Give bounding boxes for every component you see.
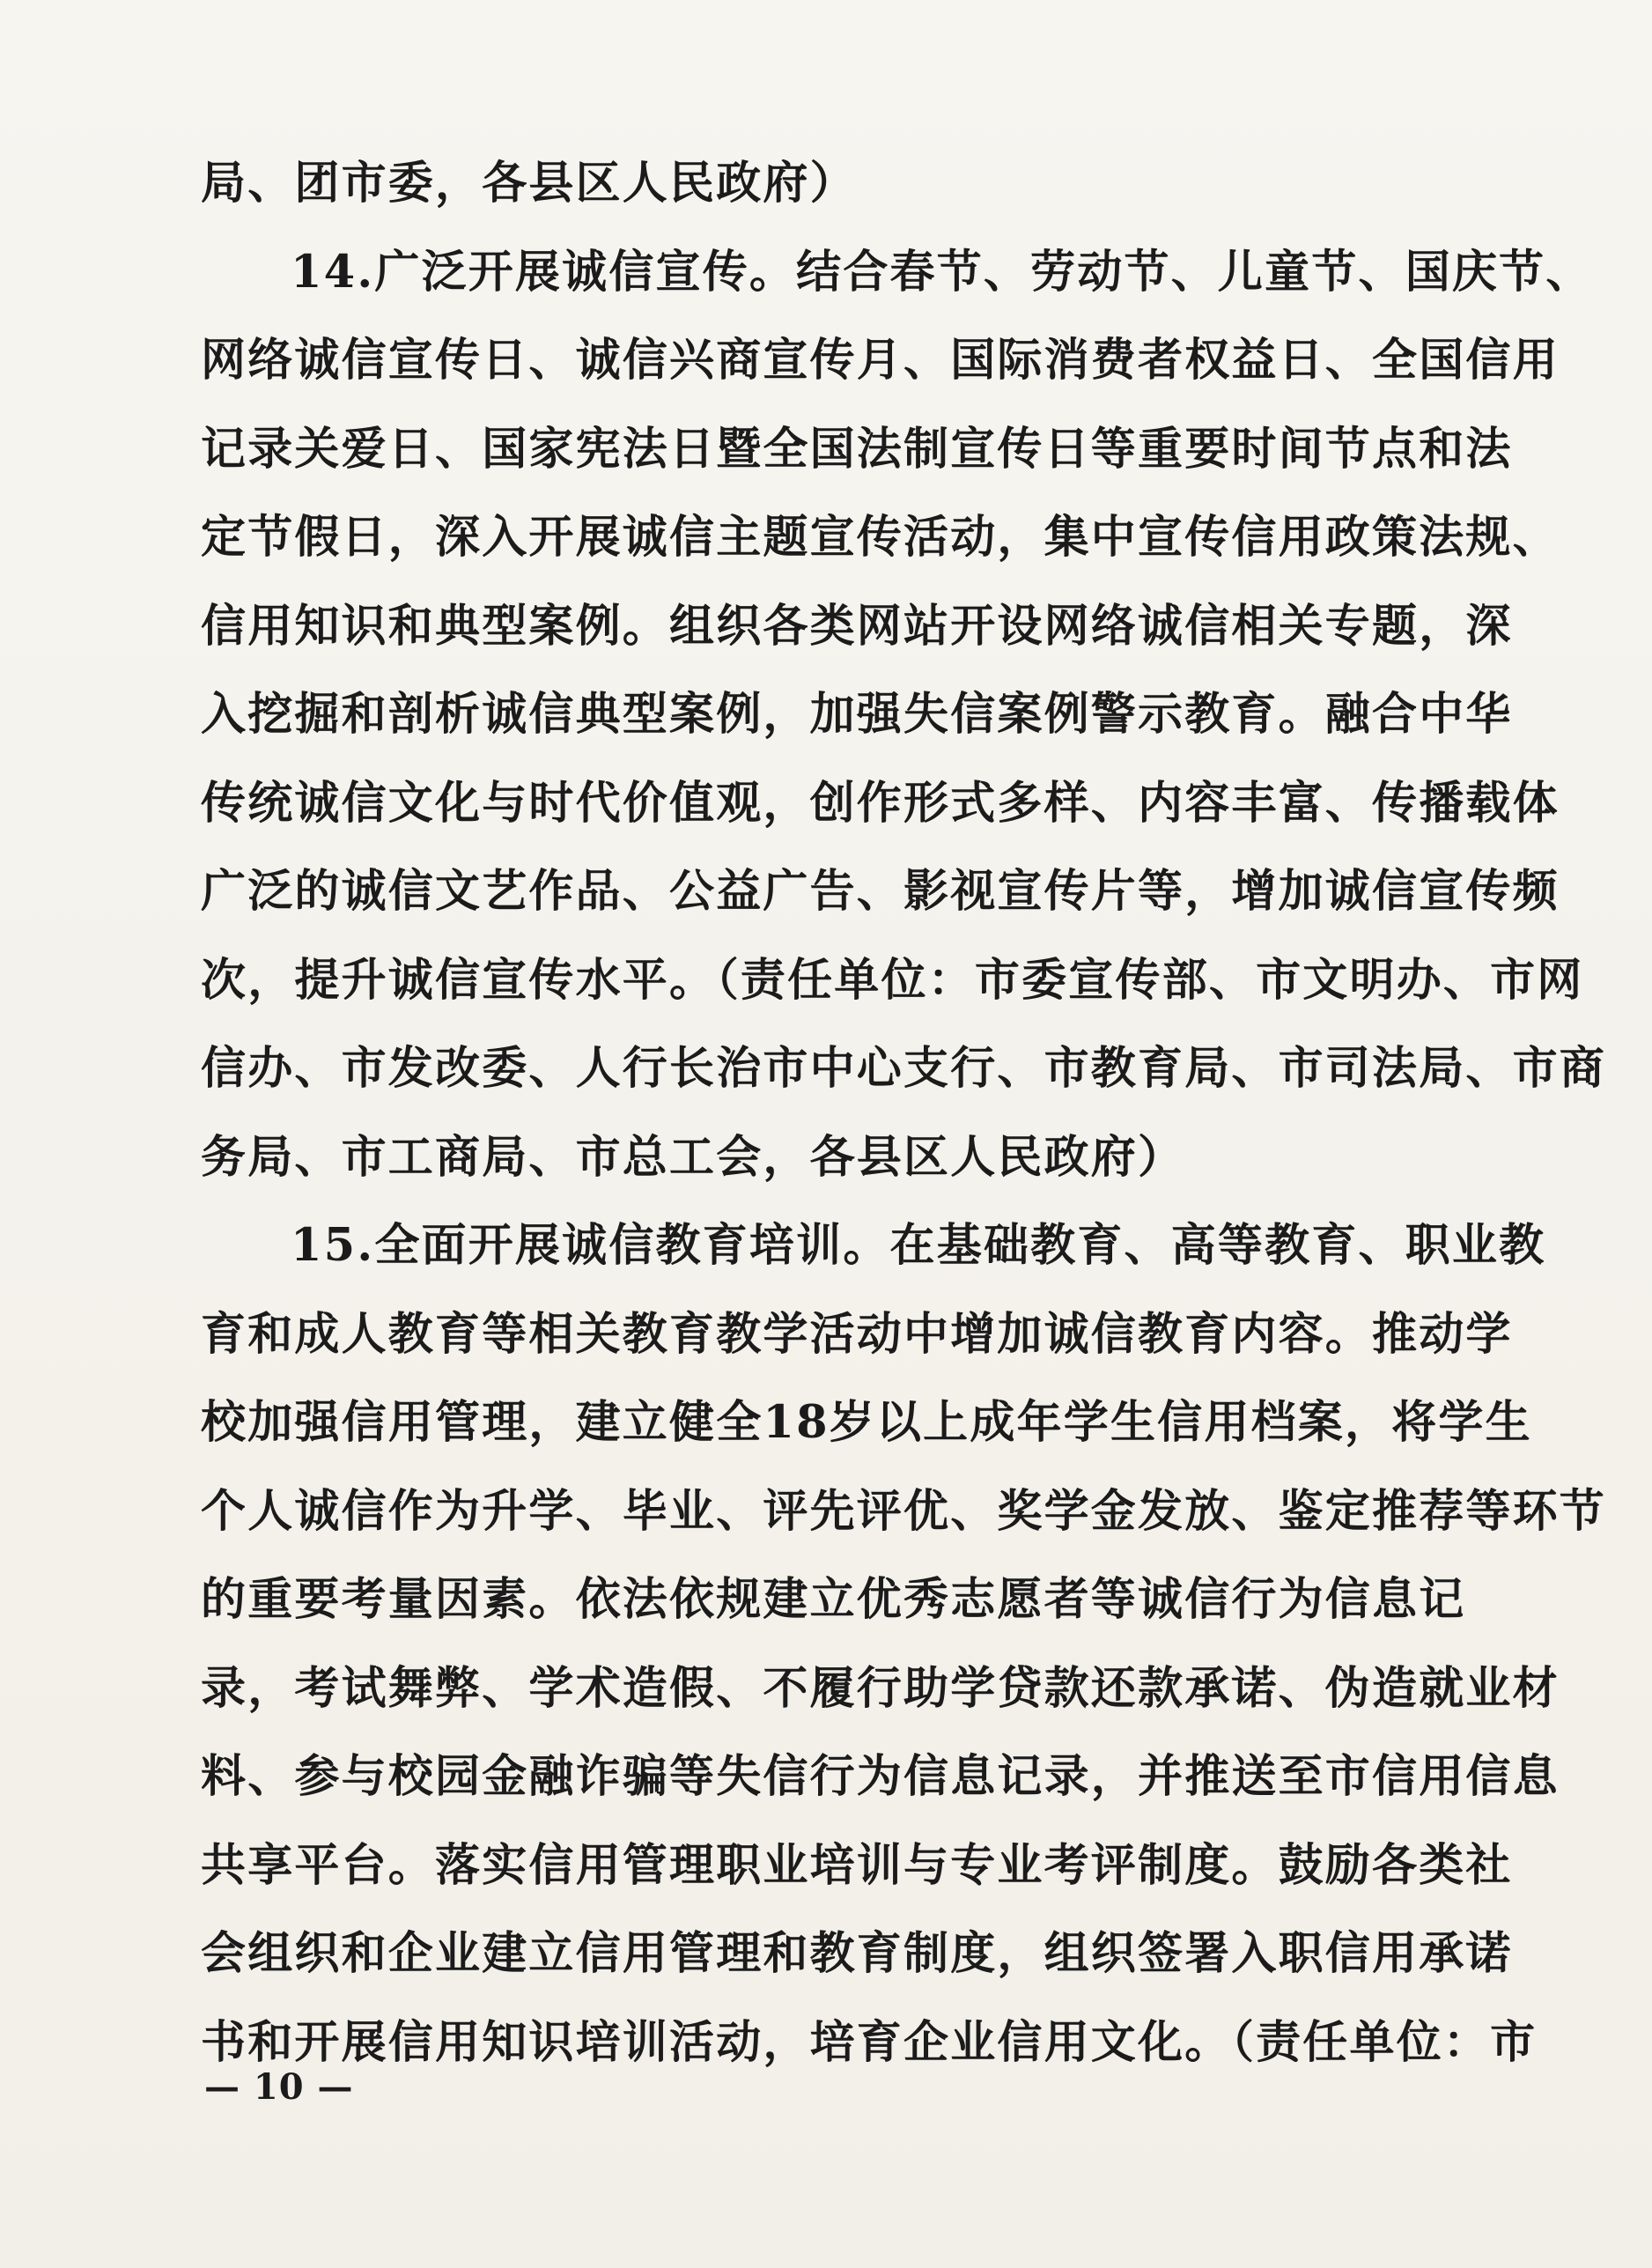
text-line: 料、参与校园金融诈骗等失信行为信息记录，并推送至市信用信息: [201, 1750, 1560, 1803]
text-line: 记录关爱日、国家宪法日暨全国法制宣传日等重要时间节点和法: [201, 422, 1513, 476]
text-line: 入挖掘和剖析诚信典型案例，加强失信案例警示教育。融合中华: [201, 688, 1513, 741]
text-line: 共享平台。落实信用管理职业培训与专业考评制度。鼓励各类社: [201, 1838, 1513, 1892]
text-line: 书和开展信用知识培训活动，培育企业信用文化。（责任单位：市: [201, 2015, 1538, 2069]
text-line-item-14: 14.广泛开展诚信宣传。结合春节、劳动节、儿童节、国庆节、: [291, 245, 1593, 299]
text-line: 定节假日，深入开展诚信主题宣传活动，集中宣传信用政策法规、: [201, 511, 1560, 564]
text-line: 广泛的诚信文艺作品、公益广告、影视宣传片等，增加诚信宣传频: [201, 865, 1560, 918]
text-line: 个人诚信作为升学、毕业、评先评优、奖学金发放、鉴定推荐等环节: [201, 1484, 1607, 1538]
text-line: 育和成人教育等相关教育教学活动中增加诚信教育内容。推动学: [201, 1307, 1513, 1361]
text-line-item-15: 15.全面开展诚信教育培训。在基础教育、高等教育、职业教: [291, 1219, 1546, 1272]
text-line: 务局、市工商局、市总工会，各县区人民政府）: [201, 1130, 1185, 1184]
page-number: — 10 —: [204, 2066, 354, 2108]
text-line: 信用知识和典型案例。组织各类网站开设网络诚信相关专题，深: [201, 599, 1513, 653]
text-line: 网络诚信宣传日、诚信兴商宣传月、国际消费者权益日、全国信用: [201, 334, 1560, 387]
text-line: 录，考试舞弊、学术造假、不履行助学贷款还款承诺、伪造就业材: [201, 1661, 1560, 1715]
text-line: 校加强信用管理，建立健全18岁以上成年学生信用档案，将学生: [201, 1396, 1532, 1449]
text-line: 的重要考量因素。依法依规建立优秀志愿者等诚信行为信息记: [201, 1573, 1466, 1626]
text-line: 传统诚信文化与时代价值观，创作形式多样、内容丰富、传播载体: [201, 776, 1560, 830]
body-text: [201, 139, 1607, 2087]
text-line: 会组织和企业建立信用管理和教育制度，组织签署入职信用承诺: [201, 1927, 1513, 1980]
text-line: 信办、市发改委、人行长治市中心支行、市教育局、市司法局、市商: [201, 1042, 1607, 1095]
text-line: 局、团市委，各县区人民政府）: [201, 157, 857, 210]
text-line: 次，提升诚信宣传水平。（责任单位：市委宣传部、市文明办、市网: [201, 953, 1584, 1007]
